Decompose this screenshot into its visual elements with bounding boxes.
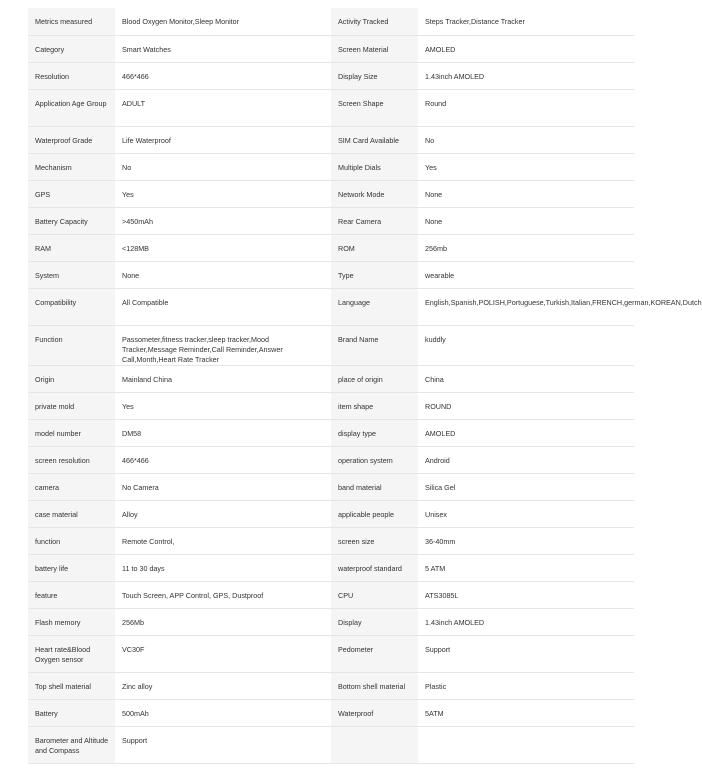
spec-row [28, 581, 634, 608]
spec-value: DM58 [115, 419, 331, 446]
spec-row [28, 261, 634, 288]
spec-row [28, 608, 634, 635]
spec-value: Support [115, 726, 331, 763]
spec-value: Silica Gel [418, 473, 634, 500]
spec-row [28, 726, 634, 763]
spec-label: operation system [331, 446, 418, 473]
spec-row [28, 62, 634, 89]
spec-value: 11 to 30 days [115, 554, 331, 581]
spec-label: Battery [28, 699, 115, 726]
spec-label: Waterproof [331, 699, 418, 726]
spec-value: Remote Control, [115, 527, 331, 554]
spec-label: SIM Card Available [331, 126, 418, 153]
spec-label: System [28, 261, 115, 288]
spec-table-body [28, 8, 702, 763]
spec-label: Display Size [331, 62, 418, 89]
spec-value: Alloy [115, 500, 331, 527]
spec-value: English,Spanish,POLISH,Portuguese,Turkish,Italian,FRENCH,german,KOREAN,Dutch [418, 288, 634, 325]
spec-value: 466*466 [115, 446, 331, 473]
spec-value: Android [418, 446, 634, 473]
spec-row [28, 207, 634, 234]
spec-value: wearable [418, 261, 634, 288]
spec-value: Zinc alloy [115, 672, 331, 699]
spec-value: None [418, 180, 634, 207]
spec-label: Battery Capacity [28, 207, 115, 234]
spec-row [28, 554, 634, 581]
spec-row [28, 325, 634, 365]
spec-label: Screen Material [331, 35, 418, 62]
spec-value: >450mAh [115, 207, 331, 234]
spec-label: Resolution [28, 62, 115, 89]
spec-label: display type [331, 419, 418, 446]
spec-label: Barometer and Altitude and Compass [28, 726, 115, 763]
spec-value: Yes [115, 392, 331, 419]
spec-value: AMOLED [418, 35, 634, 62]
spec-label: screen size [331, 527, 418, 554]
spec-label: Type [331, 261, 418, 288]
spec-table [28, 8, 702, 764]
spec-label: GPS [28, 180, 115, 207]
spec-value: Steps Tracker,Distance Tracker [418, 8, 634, 35]
spec-row [28, 126, 634, 153]
spec-value: 256mb [418, 234, 634, 261]
spec-label: Heart rate&Blood Oxygen sensor [28, 635, 115, 672]
spec-value: Plastic [418, 672, 634, 699]
spec-label: Brand Name [331, 325, 418, 365]
spec-value: kuddly [418, 325, 634, 365]
spec-value: Life Waterproof [115, 126, 331, 153]
spec-label: Top shell material [28, 672, 115, 699]
spec-value: Support [418, 635, 634, 672]
spec-row [28, 153, 634, 180]
spec-value: Touch Screen, APP Control, GPS, Dustproof [115, 581, 331, 608]
spec-value: Smart Watches [115, 35, 331, 62]
spec-value: ADULT [115, 89, 331, 126]
spec-value: Passometer,fitness tracker,sleep tracker,Mood Tracker,Message Reminder,Call Reminder,Answer Call,Month,Heart Rate Tracker [115, 325, 331, 365]
spec-value: VC30F [115, 635, 331, 672]
spec-value: 5ATM [418, 699, 634, 726]
spec-value: ROUND [418, 392, 634, 419]
spec-value: None [418, 207, 634, 234]
spec-label: RAM [28, 234, 115, 261]
spec-row [28, 446, 634, 473]
spec-value [418, 726, 634, 763]
spec-value: No [418, 126, 634, 153]
spec-row [28, 35, 634, 62]
spec-row [28, 672, 634, 699]
spec-label: battery life [28, 554, 115, 581]
spec-value: Yes [115, 180, 331, 207]
spec-table-container [28, 8, 702, 764]
spec-label: Bottom shell material [331, 672, 418, 699]
spec-value: Unisex [418, 500, 634, 527]
spec-label: Multiple Dials [331, 153, 418, 180]
spec-label: Waterproof Grade [28, 126, 115, 153]
spec-value: No [115, 153, 331, 180]
spec-label: Network Mode [331, 180, 418, 207]
spec-row [28, 635, 634, 672]
spec-label [331, 726, 418, 763]
spec-value: 5 ATM [418, 554, 634, 581]
spec-value: 1.43inch AMOLED [418, 62, 634, 89]
spec-label: case material [28, 500, 115, 527]
spec-value: No Camera [115, 473, 331, 500]
spec-label: Pedometer [331, 635, 418, 672]
spec-label: band material [331, 473, 418, 500]
spec-label: Screen Shape [331, 89, 418, 126]
spec-value: China [418, 365, 634, 392]
spec-value: 256Mb [115, 608, 331, 635]
spec-label: Origin [28, 365, 115, 392]
spec-value: Yes [418, 153, 634, 180]
spec-value: None [115, 261, 331, 288]
spec-value: Blood Oxygen Monitor,Sleep Monitor [115, 8, 331, 35]
spec-row [28, 699, 634, 726]
spec-row [28, 527, 634, 554]
spec-value: AMOLED [418, 419, 634, 446]
spec-value: Round [418, 89, 634, 126]
spec-value: <128MB [115, 234, 331, 261]
spec-label: waterproof standard [331, 554, 418, 581]
spec-row [28, 288, 634, 325]
spec-label: Rear Camera [331, 207, 418, 234]
spec-label: Category [28, 35, 115, 62]
spec-value: 36-40mm [418, 527, 634, 554]
spec-label: Flash memory [28, 608, 115, 635]
spec-label: Display [331, 608, 418, 635]
spec-row [28, 392, 634, 419]
spec-row [28, 473, 634, 500]
spec-label: applicable people [331, 500, 418, 527]
spec-label: camera [28, 473, 115, 500]
spec-label: Compatibility [28, 288, 115, 325]
spec-label: Language [331, 288, 418, 325]
spec-label: screen resolution [28, 446, 115, 473]
spec-label: ROM [331, 234, 418, 261]
spec-label: Function [28, 325, 115, 365]
spec-value: Mainland China [115, 365, 331, 392]
spec-row [28, 419, 634, 446]
spec-label: feature [28, 581, 115, 608]
spec-row [28, 500, 634, 527]
spec-value: 1.43inch AMOLED [418, 608, 634, 635]
spec-label: function [28, 527, 115, 554]
spec-row [28, 8, 634, 35]
spec-label: Metrics measured [28, 8, 115, 35]
spec-label: CPU [331, 581, 418, 608]
spec-value: 500mAh [115, 699, 331, 726]
spec-label: private mold [28, 392, 115, 419]
spec-label: place of origin [331, 365, 418, 392]
spec-value: 466*466 [115, 62, 331, 89]
spec-row [28, 365, 634, 392]
spec-row [28, 180, 634, 207]
spec-value: ATS3085L [418, 581, 634, 608]
spec-row [28, 89, 634, 126]
spec-row [28, 234, 634, 261]
spec-label: Application Age Group [28, 89, 115, 126]
spec-label: model number [28, 419, 115, 446]
spec-value: All Compatible [115, 288, 331, 325]
spec-label: item shape [331, 392, 418, 419]
spec-label: Mechanism [28, 153, 115, 180]
spec-label: Activity Tracked [331, 8, 418, 35]
